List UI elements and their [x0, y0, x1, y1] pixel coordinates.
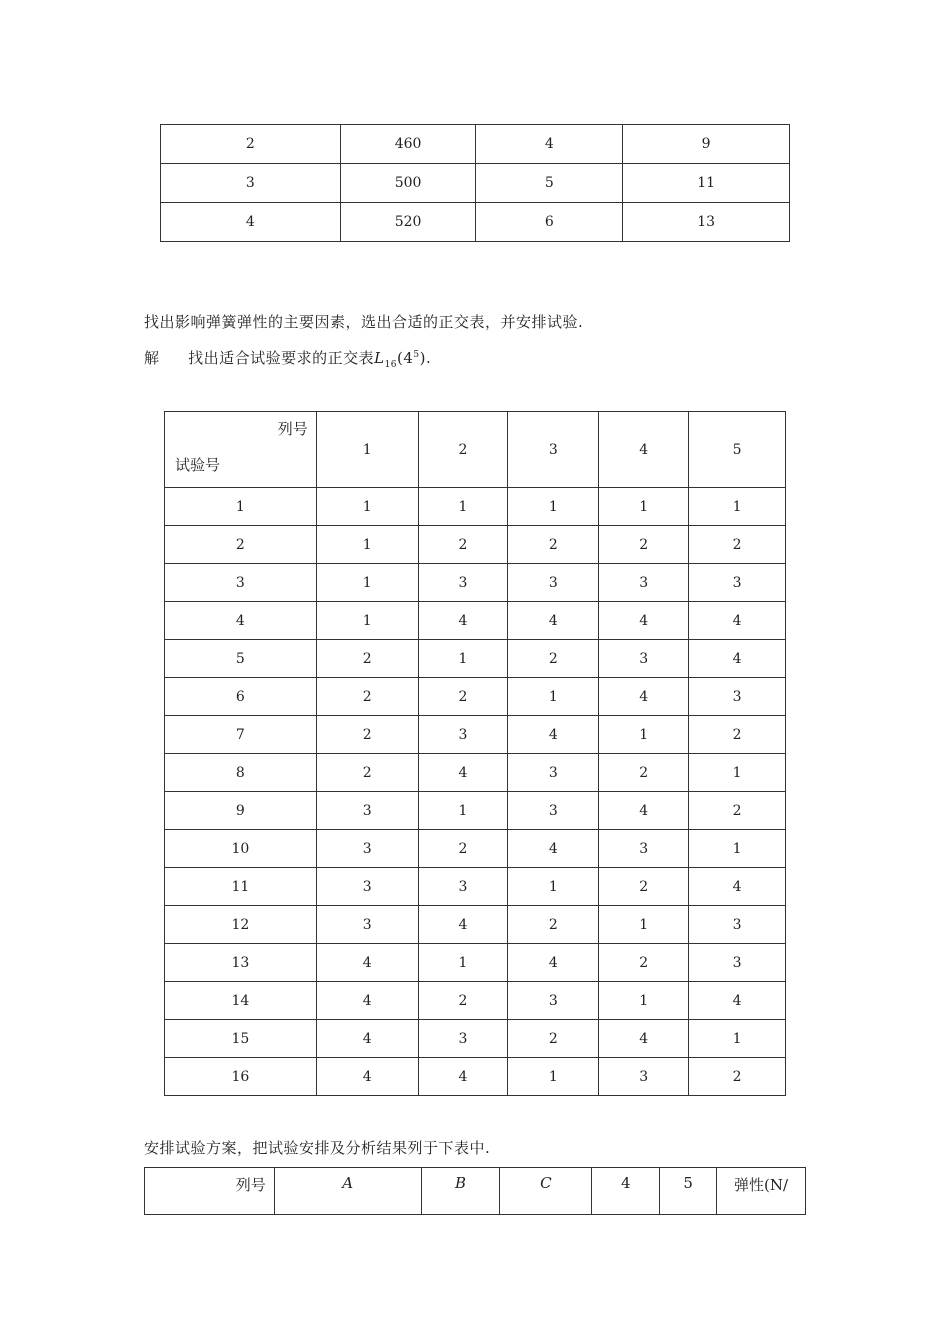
spring-factor-table: [160, 124, 790, 242]
table-cell: 1: [689, 1020, 786, 1058]
table-cell: 1: [316, 602, 418, 640]
trial-number-cell: 5: [165, 640, 317, 678]
table-cell: 5: [476, 164, 623, 203]
orthogonal-subscript: 16: [384, 360, 398, 370]
column-header: 2: [418, 412, 508, 488]
trial-number-cell: 6: [165, 678, 317, 716]
table-row: [165, 640, 786, 678]
table-cell: 4: [476, 125, 623, 164]
trial-number-cell: 8: [165, 754, 317, 792]
intro-paragraph: 找出影响弹簧弹性的主要因素，选出合适的正交表，并安排试验.: [144, 313, 584, 331]
trial-number-cell: 10: [165, 830, 317, 868]
table-row: [165, 678, 786, 716]
column-header: 5: [689, 412, 786, 488]
table-cell: 2: [599, 868, 689, 906]
table-cell: 3: [599, 1058, 689, 1096]
table-cell: 4: [508, 602, 599, 640]
table-cell: 1: [599, 982, 689, 1020]
trial-number-cell: 1: [165, 488, 317, 526]
corner-cell: [165, 412, 317, 488]
trial-number-cell: 4: [165, 602, 317, 640]
table-cell: 4: [418, 754, 508, 792]
table-cell: 1: [689, 488, 786, 526]
table-cell: 2: [316, 716, 418, 754]
table-cell: 2: [689, 716, 786, 754]
column-number-label: 列号: [145, 1168, 275, 1215]
table-cell: 1: [599, 716, 689, 754]
orthogonal-close: ).: [419, 349, 432, 367]
orthogonal-paren: (4: [397, 349, 414, 367]
table-cell: 500: [340, 164, 476, 203]
trial-number-cell: 14: [165, 982, 317, 1020]
table-cell: 2: [316, 754, 418, 792]
table-row: [165, 526, 786, 564]
table-cell: 1: [508, 488, 599, 526]
table-cell: 4: [418, 1058, 508, 1096]
table-cell: 4: [508, 716, 599, 754]
table-cell: 2: [316, 640, 418, 678]
table-cell: 2: [316, 678, 418, 716]
factor-b-header: B: [421, 1168, 500, 1215]
table-row: [161, 203, 790, 242]
table-cell: 2: [418, 678, 508, 716]
table-row: [165, 792, 786, 830]
table-cell: 2: [689, 526, 786, 564]
orthogonal-symbol: L: [374, 349, 385, 367]
table-cell: 2: [508, 640, 599, 678]
column-4-header: 4: [592, 1168, 660, 1215]
table-cell: 4: [161, 203, 341, 242]
table-cell: 4: [508, 944, 599, 982]
table-cell: 3: [508, 982, 599, 1020]
table-row: [165, 868, 786, 906]
table-cell: 3: [599, 640, 689, 678]
table-cell: 1: [599, 488, 689, 526]
trial-number-label: 试验号: [175, 456, 221, 474]
table-cell: 1: [316, 564, 418, 602]
table-cell: 4: [316, 1020, 418, 1058]
table-cell: 4: [689, 982, 786, 1020]
trial-number-cell: 11: [165, 868, 317, 906]
table-cell: 1: [508, 678, 599, 716]
table-cell: 1: [418, 944, 508, 982]
table-cell: 3: [316, 868, 418, 906]
table-cell: 3: [418, 868, 508, 906]
table-cell: 1: [689, 754, 786, 792]
header-row: [165, 412, 786, 488]
table-cell: 1: [689, 830, 786, 868]
column-number-label: 列号: [277, 420, 308, 438]
trial-number-cell: 3: [165, 564, 317, 602]
table-cell: 9: [623, 125, 790, 164]
table-row: [165, 1020, 786, 1058]
table-cell: 3: [508, 792, 599, 830]
table-row: [165, 830, 786, 868]
table-cell: 3: [689, 564, 786, 602]
solution-text: 找出适合试验要求的正交表: [188, 349, 375, 367]
table-cell: 3: [418, 564, 508, 602]
column-header: 3: [508, 412, 599, 488]
orthogonal-table-L16: [164, 411, 786, 1096]
table-cell: 4: [316, 982, 418, 1020]
table-cell: 3: [316, 830, 418, 868]
table-cell: 3: [316, 792, 418, 830]
table-cell: 2: [508, 906, 599, 944]
trial-number-cell: 2: [165, 526, 317, 564]
table-cell: 2: [508, 526, 599, 564]
table-cell: 11: [623, 164, 790, 203]
arrangement-table: [144, 1167, 806, 1215]
table-cell: 3: [508, 754, 599, 792]
solution-line: [144, 347, 431, 370]
table-row: [161, 125, 790, 164]
table-cell: 3: [316, 906, 418, 944]
orthogonal-superscript: 5: [413, 350, 420, 360]
trial-number-cell: 7: [165, 716, 317, 754]
table-cell: 1: [418, 792, 508, 830]
table-cell: 3: [508, 564, 599, 602]
table-row: [165, 602, 786, 640]
table-row: [165, 754, 786, 792]
table-cell: 2: [689, 792, 786, 830]
table-cell: 4: [599, 1020, 689, 1058]
table-cell: 4: [599, 602, 689, 640]
trial-number-cell: 15: [165, 1020, 317, 1058]
table-cell: 4: [418, 602, 508, 640]
table-cell: 1: [316, 488, 418, 526]
table-cell: 4: [418, 906, 508, 944]
table-cell: 1: [418, 640, 508, 678]
table-cell: 3: [689, 906, 786, 944]
table-cell: 2: [508, 1020, 599, 1058]
table-cell: 4: [508, 830, 599, 868]
table-cell: 1: [508, 1058, 599, 1096]
table-row: [165, 716, 786, 754]
table-cell: 4: [316, 944, 418, 982]
header-row: [145, 1168, 806, 1215]
table-cell: 3: [599, 564, 689, 602]
column-5-header: 5: [660, 1168, 717, 1215]
table-cell: 3: [418, 1020, 508, 1058]
table-cell: 4: [316, 1058, 418, 1096]
table-cell: 1: [316, 526, 418, 564]
table-cell: 3: [689, 944, 786, 982]
column-header: 1: [316, 412, 418, 488]
table-cell: 4: [599, 792, 689, 830]
table-cell: 520: [340, 203, 476, 242]
solution-label: 解: [144, 349, 160, 367]
table-cell: 2: [418, 830, 508, 868]
table-cell: 3: [599, 830, 689, 868]
table-cell: 2: [418, 526, 508, 564]
table-row: [165, 982, 786, 1020]
table-cell: 1: [418, 488, 508, 526]
table-cell: 3: [689, 678, 786, 716]
table-cell: 4: [689, 640, 786, 678]
table-cell: 1: [599, 906, 689, 944]
arrangement-paragraph: 安排试验方案，把试验安排及分析结果列于下表中.: [144, 1139, 491, 1157]
trial-number-cell: 9: [165, 792, 317, 830]
table-cell: 1: [508, 868, 599, 906]
factor-c-header: C: [500, 1168, 592, 1215]
table-row: [165, 564, 786, 602]
table-cell: 2: [599, 944, 689, 982]
table-cell: 2: [161, 125, 341, 164]
table-row: [165, 944, 786, 982]
table-cell: 2: [599, 526, 689, 564]
trial-number-cell: 13: [165, 944, 317, 982]
table-cell: 460: [340, 125, 476, 164]
trial-number-cell: 12: [165, 906, 317, 944]
table-cell: 4: [599, 678, 689, 716]
table-cell: 2: [599, 754, 689, 792]
table-cell: 4: [689, 868, 786, 906]
elasticity-header: 弹性(N/: [717, 1168, 806, 1215]
table-row: [165, 906, 786, 944]
table-row: [165, 488, 786, 526]
column-header: 4: [599, 412, 689, 488]
factor-a-header: A: [274, 1168, 421, 1215]
table-cell: 3: [418, 716, 508, 754]
table-cell: 13: [623, 203, 790, 242]
trial-number-cell: 16: [165, 1058, 317, 1096]
table-cell: 6: [476, 203, 623, 242]
table-cell: 3: [161, 164, 341, 203]
table-cell: 2: [418, 982, 508, 1020]
table-row: [165, 1058, 786, 1096]
table-cell: 4: [689, 602, 786, 640]
table-row: [161, 164, 790, 203]
table-cell: 2: [689, 1058, 786, 1096]
